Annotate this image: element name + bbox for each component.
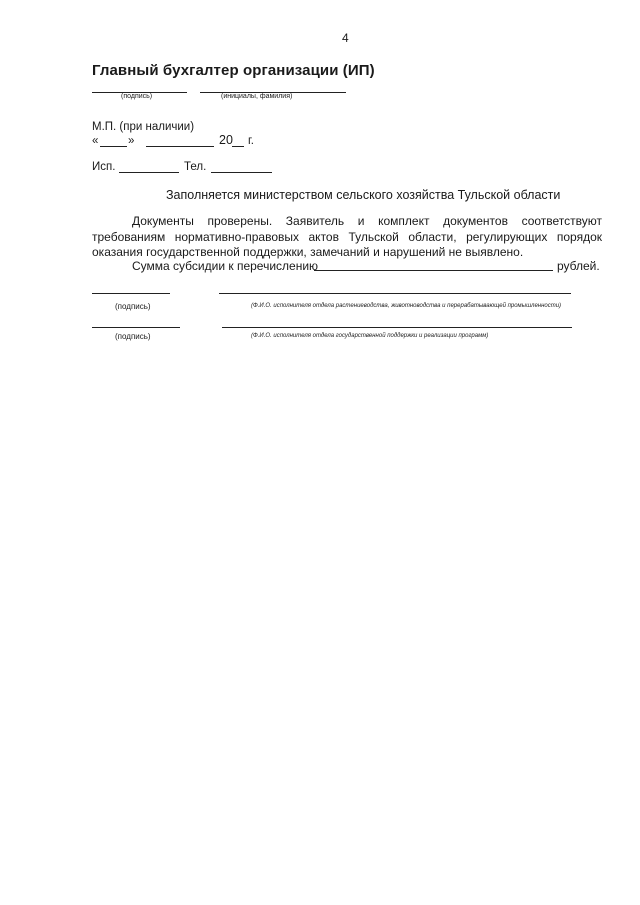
date-year-prefix: 20 [219, 133, 233, 147]
phone-line[interactable] [211, 172, 272, 173]
fio-line-2[interactable] [222, 327, 572, 328]
stamp-label: М.П. (при наличии) [92, 121, 195, 133]
date-close-quote: » [128, 135, 135, 147]
chief-accountant-title: Главный бухгалтер организации (ИП) [92, 62, 375, 79]
executor-line[interactable] [119, 172, 179, 173]
signature-line-1[interactable] [92, 293, 170, 294]
subsidy-sum-line[interactable] [314, 270, 553, 271]
ministry-section-title: Заполняется министерством сельского хозяйства Тульской области [166, 188, 561, 202]
executor-label: Исп. [92, 161, 116, 173]
signature-caption-2: (подпись) [115, 332, 151, 341]
date-day-line[interactable] [100, 146, 127, 147]
signature-line-2[interactable] [92, 327, 180, 328]
signature-caption-1: (подпись) [115, 302, 151, 311]
page-number: 4 [342, 31, 349, 45]
date-month-line[interactable] [146, 146, 214, 147]
initials-caption: (инициалы, фамилия) [221, 93, 293, 100]
fio-caption-1: (Ф.И.О. исполнителя отдела растениеводства, животноводства и перерабатывающей промышленности) [251, 303, 562, 309]
date-year-line[interactable] [232, 146, 244, 147]
fio-caption-2: (Ф.И.О. исполнителя отдела государственной поддержки и реализации программ) [251, 333, 489, 339]
verification-text: Документы проверены. Заявитель и комплект документов соответствуют требованиям нормативно-правовых актов Тульской области, регулирующих порядок оказания государственной поддержки, замечаний и нарушений не выявлено. [92, 214, 602, 259]
date-year-suffix: г. [248, 135, 254, 147]
phone-label: Тел. [184, 161, 207, 173]
verification-paragraph [92, 214, 602, 261]
signature-caption: (подпись) [121, 93, 153, 100]
date-open-quote: « [92, 135, 99, 147]
fio-line-1[interactable] [219, 293, 571, 294]
subsidy-sum-unit: рублей. [557, 259, 600, 273]
subsidy-sum-label: Сумма субсидии к перечислению [132, 259, 319, 273]
